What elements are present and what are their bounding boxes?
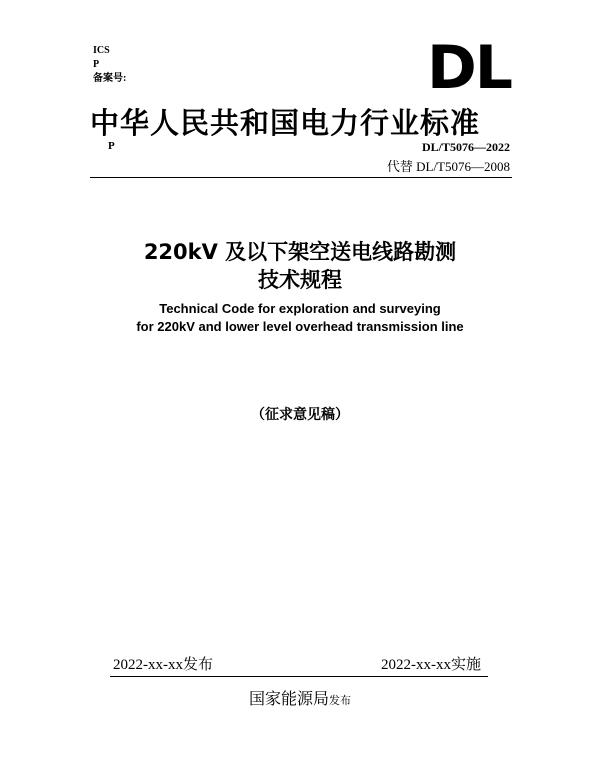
header-divider — [90, 177, 512, 178]
publisher-name: 国家能源局 — [248, 689, 329, 708]
draft-note: （征求意见稿） — [251, 407, 349, 423]
organization-title: 中华人民共和国电力行业标准 — [90, 106, 481, 140]
title-cn-line2: 技术规程 — [258, 268, 342, 292]
standard-code: DL/T5076—2022 — [421, 140, 510, 154]
issue-date: 2022-xx-xx发布 — [113, 657, 213, 673]
title-cn-line1: 220kV 及以下架空送电线路勘测 — [143, 240, 457, 264]
publisher — [0, 686, 600, 709]
implement-date: 2022-xx-xx实施 — [381, 657, 481, 673]
publisher-suffix: 发布 — [329, 694, 351, 707]
replaces-code: 代替 DL/T5076—2008 — [386, 159, 510, 174]
footer-divider — [110, 676, 488, 677]
p-label: P — [93, 59, 100, 70]
title-en-line2: for 220kV and lower level overhead transmission line — [136, 319, 464, 334]
classification-p: P — [108, 140, 115, 152]
filing-label: 备案号: — [93, 73, 127, 84]
ics-label: ICS — [93, 45, 110, 56]
dl-logo: DL — [427, 33, 512, 103]
title-en-line1: Technical Code for exploration and surveying — [159, 301, 441, 316]
